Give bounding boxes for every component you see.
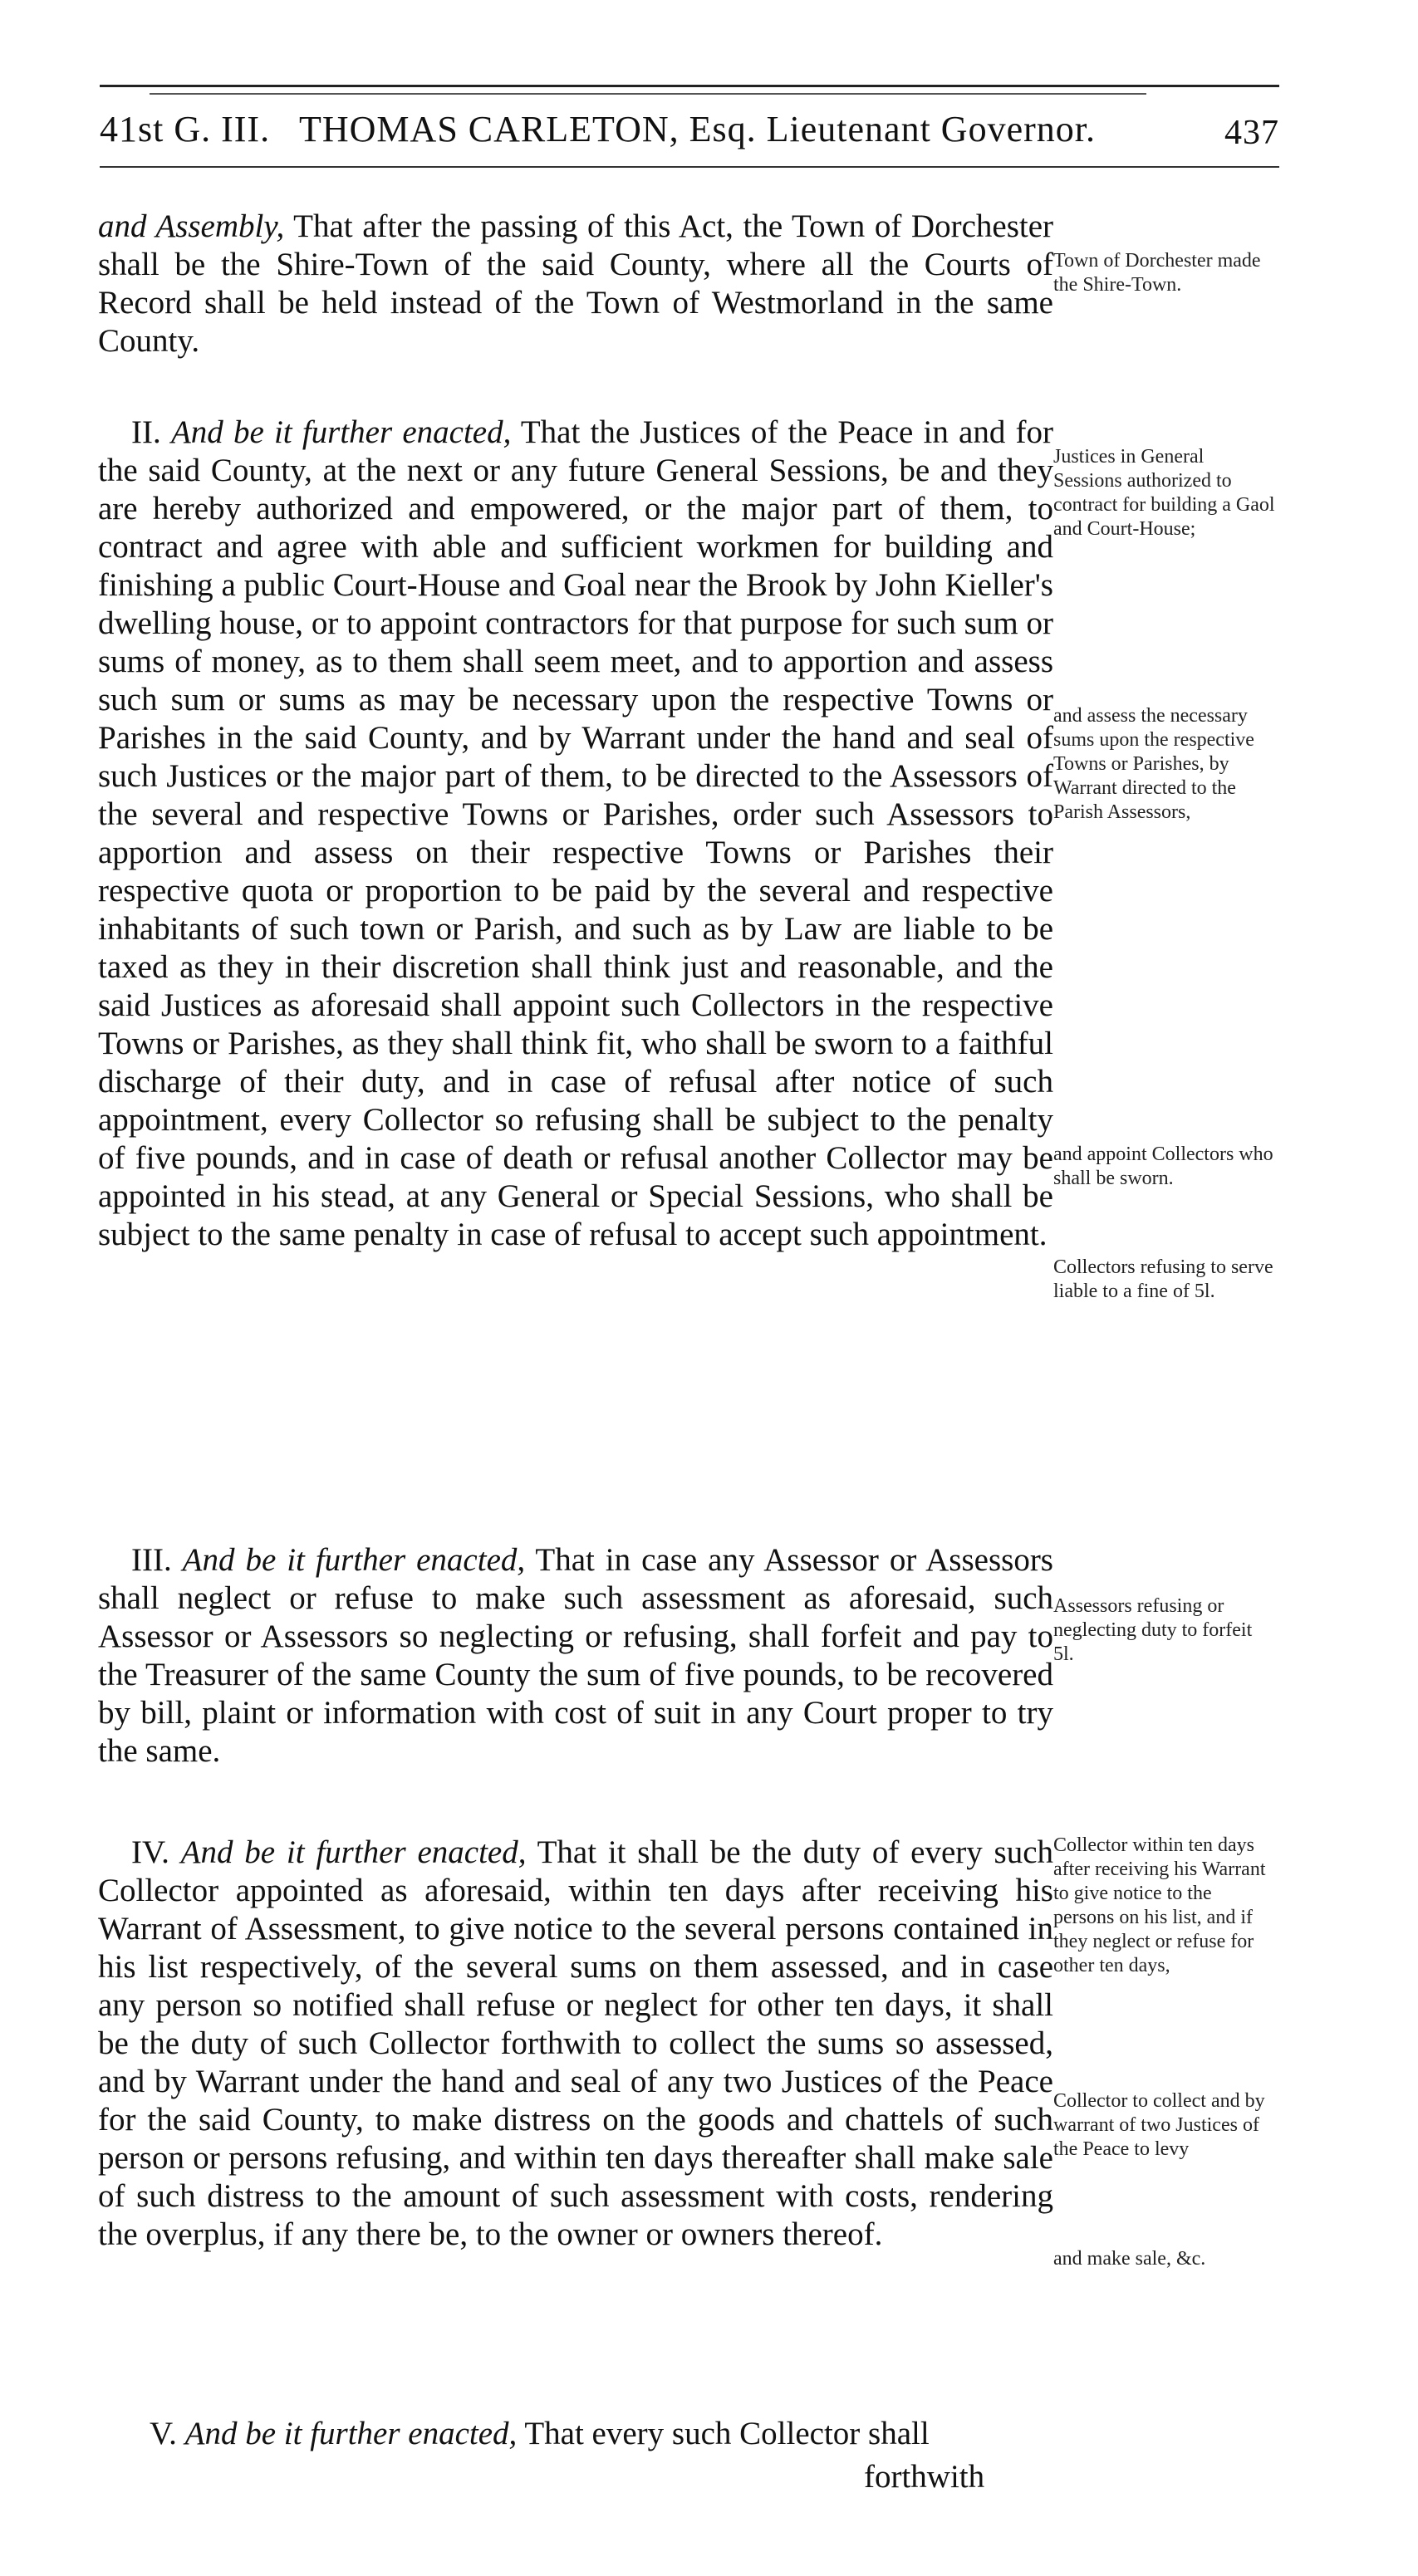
paragraph-3 — [98, 1541, 1053, 1770]
top-rule-secondary — [150, 93, 1146, 95]
margin-note-4: and appoint Collectors who shall be sworn. — [1053, 1144, 1273, 1189]
paragraph-5 — [133, 2415, 1055, 2453]
section-number: II. — [131, 414, 161, 450]
paragraph-text: That after the passing of this Act, the Town of Dorchester shall be the Shire-Town of the said County, where all the Courts of Record shall be held instead of the Town of Westmorland in the same County. — [98, 208, 1053, 359]
paragraph-text: That in case any Assessor or Assessors shall neglect or refuse to make such assessment as aforesaid, such Assessor or Assessors so neglecting or refusing, shall forfeit and pay to the Treasurer of the same County the sum of five pounds, to be recovered by bill, plaint or information with cost of suit in any Court proper to try the same. — [98, 1542, 1053, 1769]
header-regnal-year: 41st G. III. — [100, 109, 271, 149]
section-number: IV. — [131, 1834, 169, 1870]
margin-note-7: Collector within ten days after receiving his Warrant to give notice to the persons on his list, and if they neglect or refuse for other ten days, — [1053, 1834, 1266, 1976]
paragraph-lead: And be it further enacted, — [182, 1542, 526, 1578]
margin-note-3: and assess the necessary sums upon the respective Towns or Parishes, by Warrant directed to the Parish Assessors, — [1053, 705, 1254, 823]
header-rule — [100, 166, 1279, 168]
running-header — [100, 108, 1279, 166]
catchword: forthwith — [864, 2459, 985, 2495]
paragraph-text: That every such Collector shall — [517, 2416, 930, 2451]
paragraph-lead: And be it further enacted, — [170, 414, 512, 450]
paragraph-lead: and Assembly, — [98, 208, 285, 244]
paragraph-text: That it shall be the duty of every such Collector appointed as aforesaid, within ten days after receiving his Warrant of Assessment, to give notice to the several persons contained in his list respectively, of the several sums on them assessed, and in case any person so notified shall refuse or neglect for other ten days, it shall be the duty of such Collector forthwith to collect the sums so assessed, and by Warrant under the hand and seal of any two Justices of the Peace for the said County, to make distress on the goods and chattels of such person or persons refusing, and within ten days thereafter shall make sale of such distress to the amount of such assessment with costs, rendering the overplus, if any there be, to the owner or owners thereof. — [98, 1834, 1054, 2252]
section-number: V. — [150, 2416, 177, 2451]
margin-note-6: Assessors refusing or neglecting duty to forfeit 5l. — [1053, 1595, 1253, 1665]
paragraph-1 — [98, 208, 1053, 360]
paragraph-text: That the Justices of the Peace in and for the said County, at the next or any future General Sessions, be and they are hereby authorized and empowered, or the major part of them, to contract and agree with able and sufficient workmen for building and finishing a public Court-House and Goal near the Brook by John Kieller's dwelling house, or to appoint contractors for that purpose for such sum or sums of money, as to them shall seem meet, and to apportion and assess such sum or sums as may be necessary upon the respective Towns or Parishes in the said County, and by Warrant under the hand and seal of such Justices or the major part of them, to be directed to the Assessors of the several and respective Towns or Parishes, order such Assessors to apportion and assess on their respective Towns or Parishes their respective quota or proportion to be paid by the several and respective inhabitants of such town or Parish, and such as by Law are liable to be taxed as they in their discretion shall think just and reasonable, and the said Justices as aforesaid shall appoint such Collectors in the respective Towns or Parishes, as they shall think fit, who shall be sworn to a faithful discharge of their duty, and in case of refusal after notice of such appointment, every Collector so refusing shall be subject to the penalty of five pounds, and in case of death or refusal another Collector may be appointed in his stead, at any General or Special Sessions, who shall be subject to the same penalty in case of refusal to accept such appointment. — [98, 414, 1054, 1252]
margin-note-1: Town of Dorchester made the Shire-Town. — [1053, 250, 1261, 296]
margin-note-9: and make sale, &c. — [1053, 2248, 1206, 2270]
header-title: THOMAS CARLETON, Esq. Lieutenant Governor. — [299, 109, 1096, 149]
page-number: 437 — [1224, 114, 1279, 152]
section-number: III. — [131, 1542, 172, 1578]
top-rule — [100, 85, 1279, 87]
margin-note-2: Justices in General Sessions authorized to contract for building a Gaol and Court-House; — [1053, 446, 1275, 540]
paragraph-4 — [98, 1834, 1053, 2254]
paragraph-lead: And be it further enacted, — [180, 1834, 527, 1870]
margin-note-5: Collectors refusing to serve liable to a fine of 5l. — [1053, 1256, 1273, 1302]
margin-note-8: Collector to collect and by warrant of two Justices of the Peace to levy — [1053, 2090, 1265, 2160]
paragraph-2 — [98, 414, 1053, 1254]
paragraph-lead: And be it further enacted, — [184, 2416, 518, 2451]
